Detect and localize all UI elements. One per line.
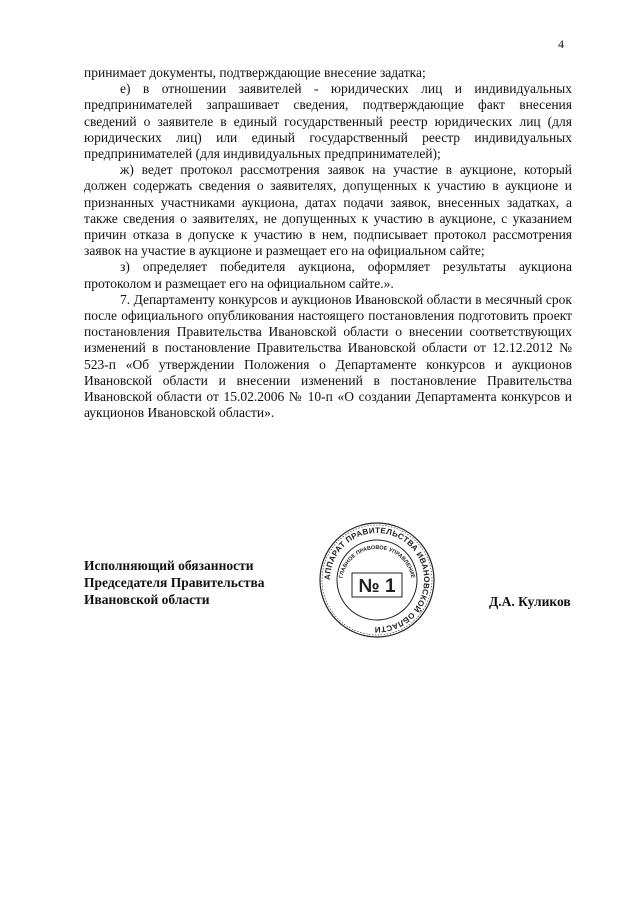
signatory-position-line: Ивановской области [84,592,210,607]
seal-inner-text: ГЛАВНОЕ ПРАВОВОЕ УПРАВЛЕНИЕ [338,544,416,579]
official-seal [318,521,436,639]
paragraph-continuation: принимает документы, подтверждающие внесение задатка; [84,65,426,80]
page-number: 4 [558,37,564,51]
signatory-position [84,557,265,608]
paragraph-item-z: з) определяет победителя аукциона, оформляет результаты аукциона протоколом и размещает его на официальном сайте.». [84,259,572,291]
document-body [84,65,572,421]
seal-ring-text: АППАРАТ ПРАВИТЕЛЬСТВА ИВАНОВСКОЙ ОБЛАСТИ [322,525,432,635]
paragraph-item-zh: ж) ведет протокол рассмотрения заявок на участие в аукционе, который должен содержать сведения о заявителях, допущенных к участию в аукционе и признанных участниками аукциона, датах подачи заявок, внесенных задатках, а также сведения о заявителях, не допущенных к участию в аукционе, с указанием причин отказа в допуске к участию в нем, подписывает протокол рассмотрения заявок на участие в аукционе и размещает его на официальном сайте; [84,162,572,259]
paragraph-clause-7: 7. Департаменту конкурсов и аукционов Ивановской области в месячный срок после официального опубликования настоящего постановления подготовить проект постановления Правительства Ивановской области о внесении соответствующих изменений в постановление Правительства Ивановской области от 12.12.2012 № 523-п «Об утверждении Положения о Департаменте конкурсов и аукционов Ивановской области и внесении изменений в постановление Правительства Ивановской области от 15.02.2006 № 10-п «О создании Департамента конкурсов и аукционов Ивановской области». [84,291,572,421]
signatory-position-line: Исполняющий обязанности [84,558,254,573]
signatory-position-line: Председателя Правительства [84,575,265,590]
seal-number: № 1 [358,576,396,597]
signer-name: Д.А. Куликов [489,594,571,609]
paragraph-item-e: е) в отношении заявителей - юридических лиц и индивидуальных предпринимателей запрашивает сведения, подтверждающие факт внесения сведений о заявителе в единый государственный реестр юридических лиц (для юридических лиц) или единый государственный реестр индивидуальных предпринимателей (для индивидуальных предпринимателей); [84,81,572,162]
